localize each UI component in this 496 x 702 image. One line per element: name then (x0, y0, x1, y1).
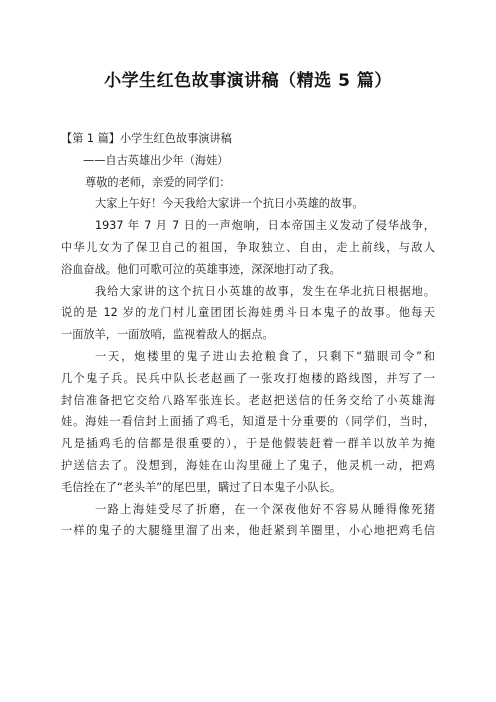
paragraph-line: 说的是 12 岁的龙门村儿童团团长海娃勇斗日本鬼子的故事。他每天 (61, 306, 435, 320)
section-heading: 【第 1 篇】小学生红色故事演讲稿 (61, 132, 232, 145)
section-subtitle: ——自古英雄出少年（海娃） (83, 153, 229, 167)
paragraph-line: 我给大家讲的这个抗日小英雄的故事，发生在华北抗日根据地。 (95, 284, 435, 298)
paragraph-line: 一路上海娃受尽了折磨，在一个深夜他好不容易从睡得像死猪 (95, 502, 435, 516)
paragraph-line: 毛信拴在了“老头羊”的尾巴里，瞒过了日本鬼子小队长。 (61, 480, 342, 494)
paragraph-line: 一面放羊，一面放哨，监视着敌人的据点。 (61, 328, 274, 342)
paragraph-line: 几个鬼子兵。民兵中队长老赵画了一张攻打炮楼的路线图，并写了一 (61, 371, 435, 385)
paragraph-line: 一样的鬼子的大腿缝里溜了出来，他赶紧到羊圈里，小心地把鸡毛信 (61, 524, 435, 538)
document-title: 小学生红色故事演讲稿（精选 5 篇） (104, 71, 392, 91)
paragraph-line: 一天，炮楼里的鬼子进山去抢粮食了，只剩下“猫眼司令”和 (95, 349, 435, 363)
paragraph-line: 1937 年 7 月 7 日的一声炮响，日本帝国主义发动了侵华战争， (95, 219, 435, 233)
salutation: 尊敬的老师，亲爱的同学们： (85, 175, 231, 189)
paragraph-line: 浴血奋战。他们可歌可泣的英雄事迹，深深地打动了我。 (61, 262, 341, 276)
paragraph-line: 封信准备把它交给八路军张连长。老赵把送信的任务交给了小英雄海 (61, 393, 435, 407)
document-body (61, 128, 435, 542)
paragraph-line: 娃。海娃一看信封上面插了鸡毛，知道是十分重要的（同学们，当时， (61, 415, 435, 429)
paragraph-line: 凡是插鸡毛的信都是很重要的），于是他假装赶着一群羊以放羊为掩 (61, 437, 435, 451)
paragraph-line: 中华儿女为了保卫自己的祖国，争取独立、自由，走上前线，与敌人 (61, 240, 435, 254)
paragraph-line: 护送信去了。没想到，海娃在山沟里碰上了鬼子，他灵机一动，把鸡 (61, 458, 435, 472)
paragraph-line: 大家上午好！今天我给大家讲一个抗日小英雄的故事。 (95, 197, 364, 211)
